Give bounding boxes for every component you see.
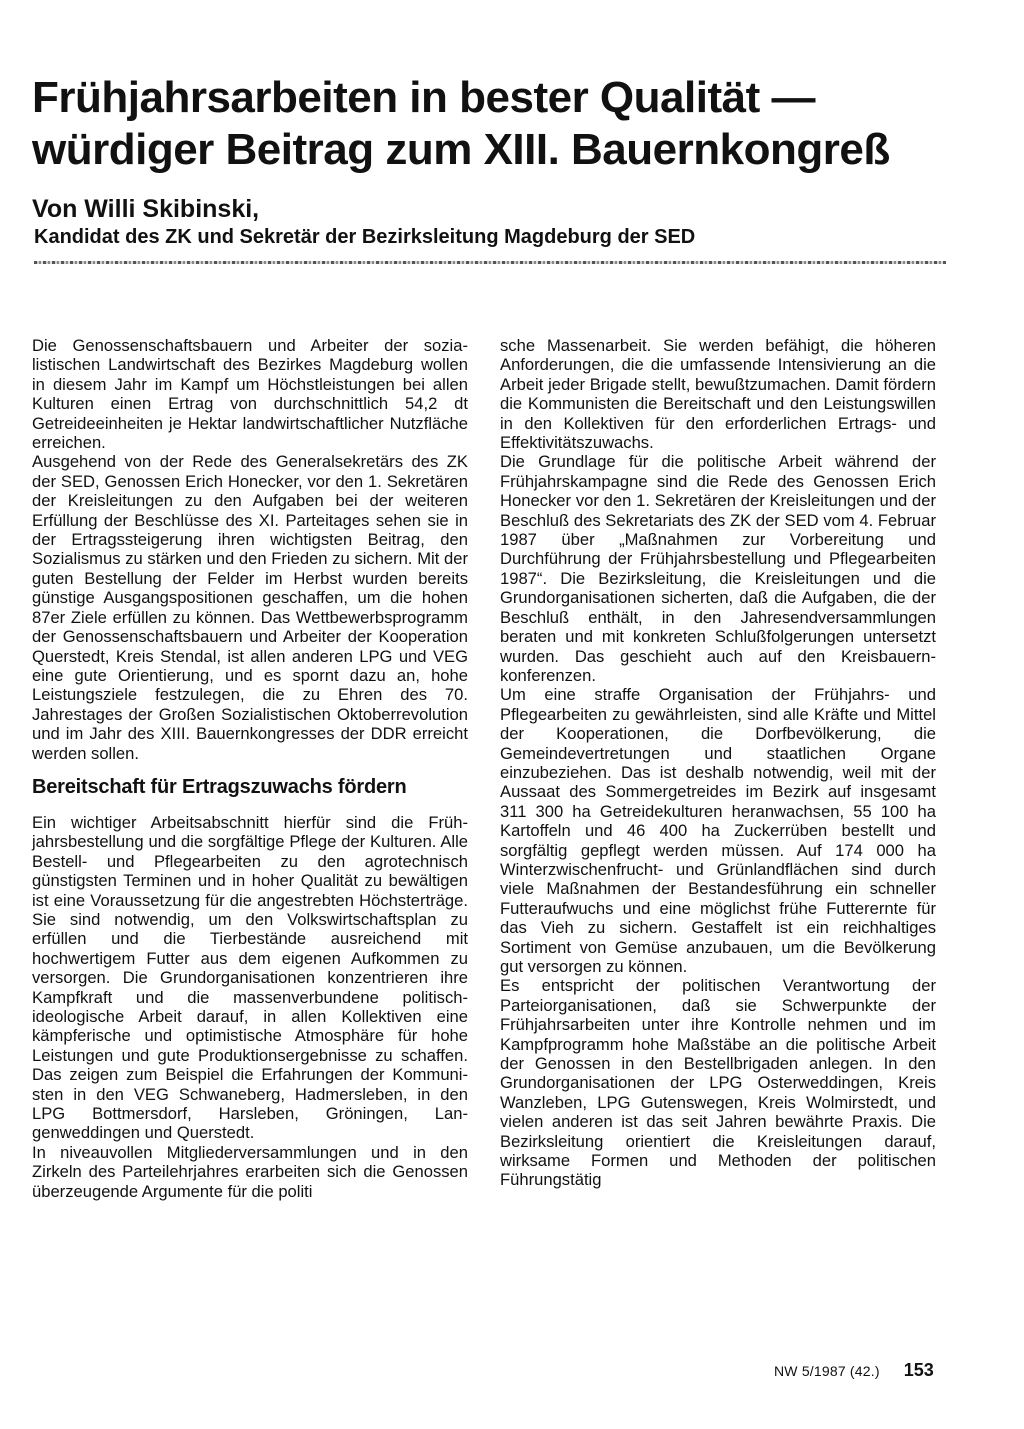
paragraph: Es entspricht der politischen Verantwortung der Parteiorganisationen, daß sie Schwerpunkte der Frühjahrsarbeiten unter ihre Kontrolle nehmen und im Kampfprogramm hohe Maßstäbe an die politische Arbeit der Genossen in den Bestellbrigaden anlegen. In den Grundorganisationen der LPG Osterweddingen, Kreis Wanzleben, LPG Gutenswegen, Kreis Wolmirstedt, und vielen anderen ist das seit Jahren bewährte Praxis. Die Bezirksleitung orientiert die Kreisleitungen darauf, wirksame Formen und Methoden der politischen Führungstätig bbox=[500, 976, 936, 1190]
paragraph: sche Massenarbeit. Sie werden befähigt, die höheren Anforderungen, die die umfassende Intensivierung an die Arbeit jeder Brigade stellt, bewußtzumachen. Damit fördern die Kommunisten die Bereitschaft und den Leistungswillen in den Kollektiven für den erforderlichen Ertrags- und Effektivitätszuwachs. bbox=[500, 336, 936, 453]
byline bbox=[32, 194, 952, 251]
headline-line-1: Frühjahrsarbeiten in bester Qualität — bbox=[32, 73, 815, 122]
issue-reference: NW 5/1987 (42.) bbox=[774, 1363, 880, 1379]
headline-line-2: würdiger Beitrag zum XIII. Bauernkongreß bbox=[32, 125, 890, 174]
paragraph: Um eine straffe Organisation der Frühjahrs- und Pflegearbeiten zu gewährleisten, sind alle Kräfte und Mittel der Kooperationen, die Dorfbevölkerung, die Gemeindevertretungen und staatlichen Organe einzubeziehen. Das ist deshalb notwendig, weil mit der Aussaat des Sommergetreides im Bezirk auf insgesamt 311 300 ha Getreidekulturen heranwachsen, 55 100 ha Kartoffeln und 46 400 ha Zuckerrüben bestellt und sorgfältig gepflegt werden müssen. Auf 174 000 ha Winterzwischenfrucht- und Grünlandflächen sind durch viele Maßnahmen der Bestandesführung ein schneller Futteraufwuchs und eine möglichst frühe Futterernte für das Vieh zu sichern. Gestaffelt ist ein reichhaltiges Sortiment von Gemüse anzubauen, um die Bevölkerung gut versorgen zu können. bbox=[500, 685, 936, 976]
page-footer bbox=[774, 1360, 934, 1381]
text-column-right bbox=[500, 336, 936, 1190]
article-headline bbox=[32, 72, 972, 176]
paragraph: Die Genossenschaftsbauern und Arbeiter der sozialistischen Landwirtschaft des Bezirkes Magdeburg wollen in diesem Jahr im Kampf um Höchstleistungen bei allen Kulturen einen Ertrag von durchschnittlich 54,2 dt Getreideeinheiten je Hektar landwirtschaftlicher Nutzfläche erreichen. bbox=[32, 336, 468, 453]
section-heading: Bereitschaft für Ertragszuwachs fördern bbox=[32, 775, 407, 798]
author-name: Von Willi Skibinski, bbox=[32, 195, 260, 223]
header-divider bbox=[34, 261, 946, 264]
author-role: Kandidat des ZK und Sekretär der Bezirksleitung Magdeburg der SED bbox=[34, 226, 696, 248]
page-number: 153 bbox=[903, 1360, 934, 1380]
paragraph: In niveauvollen Mitgliederversammlungen und in den Zirkeln des Parteilehrjahres erarbeiten sich die Genossen überzeugende Argumente für die politi bbox=[32, 1142, 468, 1201]
paragraph: Ein wichtiger Arbeitsabschnitt hierfür sind die Frühjahrsbestellung und die sorgfältige Pflege der Kulturen. Alle Bestell- und Pflegearbeiten zu den agrotechnisch günstigsten Terminen und in hoher Qualität zu bewältigen ist eine Voraussetzung für die angestrebten Höchsterträge. Sie sind notwendig, um den Volkswirtschaftsplan zu erfüllen und die Tierbestände ausreichend mit hochwertigem Futter aus dem eigenen Aufkommen zu versorgen. Die Grundorganisationen konzentrieren ihre Kampfkraft und die massenverbundene politisch-ideologische Arbeit darauf, in allen Kollektiven eine kämpferische und optimistische Atmosphäre für hohe Leistungen und gute Produktionsergebnisse zu schaffen. Das zeigen zum Beispiel die Erfahrungen der Kommunisten in den VEG Schwaneberg, Hadmersleben, in den LPG Bottmersdorf, Harsleben, Gröningen, Langenweddingen und Querstedt. bbox=[32, 812, 468, 1143]
paragraph: Die Grundlage für die politische Arbeit während der Frühjahrskampagne sind die Rede des Genossen Erich Honecker vor den 1. Sekretären der Kreisleitungen und der Beschluß des Sekretariats des ZK der SED vom 4. Februar 1987 über „Maßnahmen zur Vorbereitung und Durchführung der Frühjahrsbestellung und Pflegearbeiten 1987“. Die Bezirksleitung, die Kreisleitungen und die Grundorganisationen sicherten, daß die Aufgaben, die der Beschluß enthält, in den Jahresendversammlungen beraten und mit konkreten Schlußfolgerungen untersetzt wurden. Das geschieht auch auf den Kreisbauernkonferenzen. bbox=[500, 452, 936, 685]
text-column-left bbox=[32, 336, 468, 1201]
paragraph: Ausgehend von der Rede des Generalsekretärs des ZK der SED, Genossen Erich Honecker, vor den 1. Sekretären der Kreisleitungen zu den Aufgaben bei der weiteren Erfüllung der Beschlüsse des XI. Parteitages sehen sie in der Ertragssteigerung ihren wichtigsten Beitrag, den Sozialismus zu stärken und den Frieden zu sichern. Mit der guten Bestellung der Felder im Herbst wurden bereits günstige Ausgangspositionen geschaffen, um die hohen 87er Ziele erfüllen zu können. Das Wettbewerbsprogramm der Genossenschaftsbauern und Arbeiter der Kooperation Querstedt, Kreis Stendal, ist allen anderen LPG und VEG eine gute Orientierung, und es spornt dazu an, hohe Leistungsziele festzulegen, die zu Ehren des 70. Jahrestages der Großen Sozialistischen Oktoberrevolution und im Jahr des XIII. Bauernkongresses der DDR erreicht werden sollen. bbox=[32, 452, 468, 763]
